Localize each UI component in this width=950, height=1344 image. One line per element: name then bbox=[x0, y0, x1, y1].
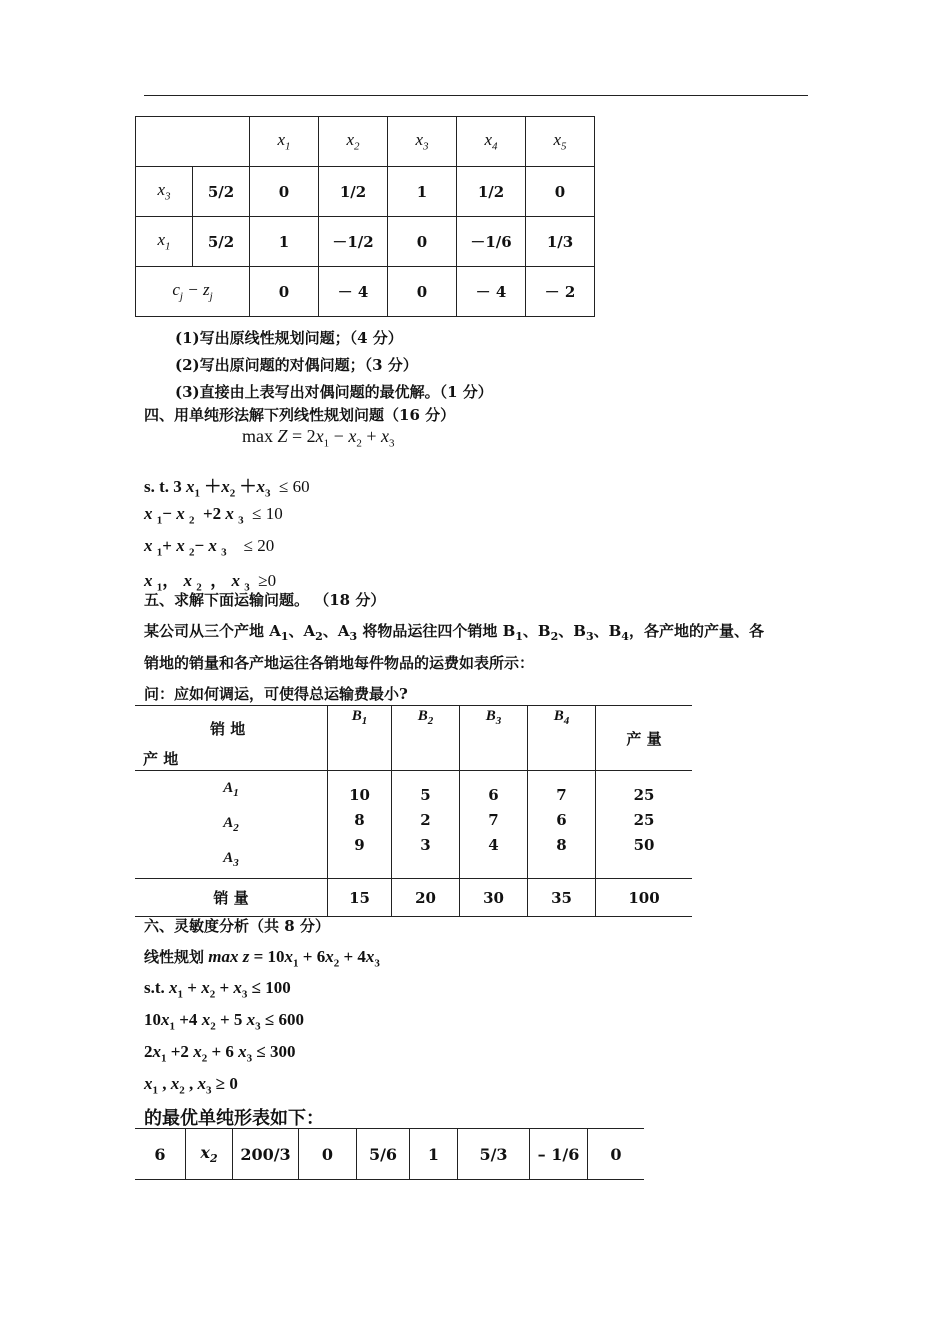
origin-a1: $A_1$ bbox=[223, 780, 239, 799]
q4-constraint-4: x $_1$， x $_2$ ， x $_3$ ≥0 bbox=[144, 571, 277, 594]
cost-cell: 2 bbox=[420, 811, 431, 829]
origin-a2: $A_2$ bbox=[223, 815, 239, 834]
q6-table-intro: 的最优单纯形表如下： bbox=[144, 1108, 324, 1129]
production-cell: 50 bbox=[633, 836, 655, 854]
cell: – 1/6 bbox=[530, 1129, 588, 1180]
q6-objective: 线性规划 $\max z = 10x_1 + 6x_2 + 4x_3$ bbox=[144, 947, 380, 970]
cell: 0 bbox=[388, 217, 457, 267]
cell: 5/3 bbox=[458, 1129, 530, 1180]
sales-cell: 30 bbox=[460, 879, 528, 917]
q4-title: 四、用单纯形法解下列线性规划问题（16 分） bbox=[144, 406, 456, 424]
dest-header-b1: $B_1$ bbox=[328, 706, 392, 771]
cost-cell: 6 bbox=[556, 811, 567, 829]
q6-constraint-3: $2x_1 +2$ $x_2 + 6$ $x_3 \le 300$ bbox=[144, 1042, 296, 1065]
subquestion-3: (3)直接由上表写出对偶问题的最优解。（1 分） bbox=[175, 383, 493, 401]
cell: －1/2 bbox=[319, 217, 388, 267]
header-rule bbox=[144, 95, 808, 96]
production-column bbox=[596, 771, 693, 879]
simplex-table bbox=[135, 116, 595, 317]
table-corner bbox=[135, 706, 328, 771]
cell: 0 bbox=[588, 1129, 645, 1180]
basis-value: 5/2 bbox=[193, 217, 250, 267]
q6-constraint-2: $10x_1 +4$ $x_2 + 5$ $x_3 \le 600$ bbox=[144, 1010, 304, 1033]
cell: 1/2 bbox=[457, 167, 526, 217]
dest-header-b3: $B_3$ bbox=[460, 706, 528, 771]
cost-cell: 8 bbox=[354, 811, 365, 829]
cell: －1/6 bbox=[457, 217, 526, 267]
cost-column-b4 bbox=[528, 771, 596, 879]
final-simplex-row bbox=[135, 1128, 644, 1180]
q5-para-1: 某公司从三个产地 $A_1$、$A_2$、$A_3$ 将物品运往四个销地 $B_1$、$B_2$、$B_3$、$B_4$，各产地的产量、各 bbox=[144, 622, 764, 643]
corner-bottom-label: 产 地 bbox=[143, 750, 179, 768]
sales-cell: 35 bbox=[528, 879, 596, 917]
cell: － 4 bbox=[319, 267, 388, 317]
cell: 0 bbox=[250, 267, 319, 317]
origins-column bbox=[135, 771, 328, 879]
q6-constraint-4: $x_1$ , $x_2$ , $x_3 \ge 0$ bbox=[144, 1074, 238, 1097]
q4-constraint-3: x $_1$+ x $_2$− x $_3$ ≤ 20 bbox=[144, 536, 275, 559]
cell: 1/2 bbox=[319, 167, 388, 217]
production-header: 产 量 bbox=[626, 729, 662, 748]
sales-cell: 20 bbox=[392, 879, 460, 917]
dest-header-b2: $B_2$ bbox=[392, 706, 460, 771]
col-header-x1: $x_1$ bbox=[250, 117, 319, 167]
cost-cell: 6 bbox=[488, 786, 499, 804]
basis-var: $x_1$ bbox=[136, 217, 193, 267]
q5-question: 问：应如何调运，可使得总运输费最小? bbox=[144, 685, 408, 703]
cell: － 4 bbox=[457, 267, 526, 317]
q6-constraint-1: s.t. $x_1 + x_2 + x_3 \le 100$ bbox=[144, 978, 291, 1001]
table-row bbox=[136, 167, 595, 217]
origin-a3: $A_3$ bbox=[223, 850, 239, 869]
col-header-x4: $x_4$ bbox=[457, 117, 526, 167]
cost-cell: 5 bbox=[420, 786, 431, 804]
cost-column-b3 bbox=[460, 771, 528, 879]
cell: 0 bbox=[299, 1129, 357, 1180]
col-header-x3: $x_3$ bbox=[388, 117, 457, 167]
cost-cell: 10 bbox=[349, 786, 370, 804]
q6-title: 六、灵敏度分析（共 8 分） bbox=[144, 917, 330, 935]
q4-constraint-1: s. t. 3 $x_1 +x_2 +x_3 \le 60$ bbox=[144, 477, 310, 500]
cost-cell: 8 bbox=[556, 836, 567, 854]
cost-column-b1 bbox=[328, 771, 392, 879]
transport-table bbox=[135, 705, 692, 917]
cell: 1 bbox=[388, 167, 457, 217]
production-cell: 25 bbox=[633, 811, 655, 829]
table-row bbox=[136, 217, 595, 267]
cell: 0 bbox=[388, 267, 457, 317]
q4-constraint-2: x $_1$− x $_2$ +2 x $_3$ ≤ 10 bbox=[144, 504, 283, 527]
cell: 1/3 bbox=[526, 217, 595, 267]
col-header-x5: $x_5$ bbox=[526, 117, 595, 167]
cell: － 2 bbox=[526, 267, 595, 317]
dest-header-b4: $B_4$ bbox=[528, 706, 596, 771]
cell: 200/3 bbox=[233, 1129, 299, 1180]
reduced-cost-label: $c_j - z_j$ bbox=[136, 267, 250, 317]
cost-cell: 3 bbox=[420, 836, 431, 854]
cost-cell: 9 bbox=[354, 836, 365, 854]
production-cell: 25 bbox=[633, 786, 655, 804]
cost-cell: 7 bbox=[556, 786, 567, 804]
basis-var: $x_2$ bbox=[186, 1129, 233, 1180]
basis-value: 5/2 bbox=[193, 167, 250, 217]
subquestion-2: (2)写出原问题的对偶问题；（3 分） bbox=[175, 356, 418, 374]
q5-title: 五、求解下面运输问题。 （18 分） bbox=[144, 591, 386, 609]
cell: 0 bbox=[250, 167, 319, 217]
corner-top-label: 销 地 bbox=[210, 720, 246, 738]
cell: 6 bbox=[154, 1144, 166, 1164]
cell: 0 bbox=[526, 167, 595, 217]
sales-label: 销 量 bbox=[135, 879, 328, 917]
table-corner bbox=[136, 117, 250, 167]
total-cell: 100 bbox=[628, 888, 660, 907]
table-row bbox=[136, 267, 595, 317]
cost-cell: 7 bbox=[488, 811, 499, 829]
cost-column-b2 bbox=[392, 771, 460, 879]
q4-objective: $\max Z = 2x_1 - x_2 + x_3$ bbox=[242, 426, 395, 450]
sales-cell: 15 bbox=[328, 879, 392, 917]
table-row bbox=[135, 1129, 644, 1180]
q5-para-2: 销地的销量和各产地运往各销地每件物品的运费如表所示： bbox=[144, 654, 535, 672]
cell: 5/6 bbox=[357, 1129, 410, 1180]
basis-var: $x_3$ bbox=[136, 167, 193, 217]
cost-cell: 4 bbox=[488, 836, 499, 854]
col-header-x2: $x_2$ bbox=[319, 117, 388, 167]
subquestion-1: (1)写出原线性规划问题；（4 分） bbox=[175, 329, 403, 347]
cell: 1 bbox=[410, 1129, 458, 1180]
cell: 1 bbox=[250, 217, 319, 267]
